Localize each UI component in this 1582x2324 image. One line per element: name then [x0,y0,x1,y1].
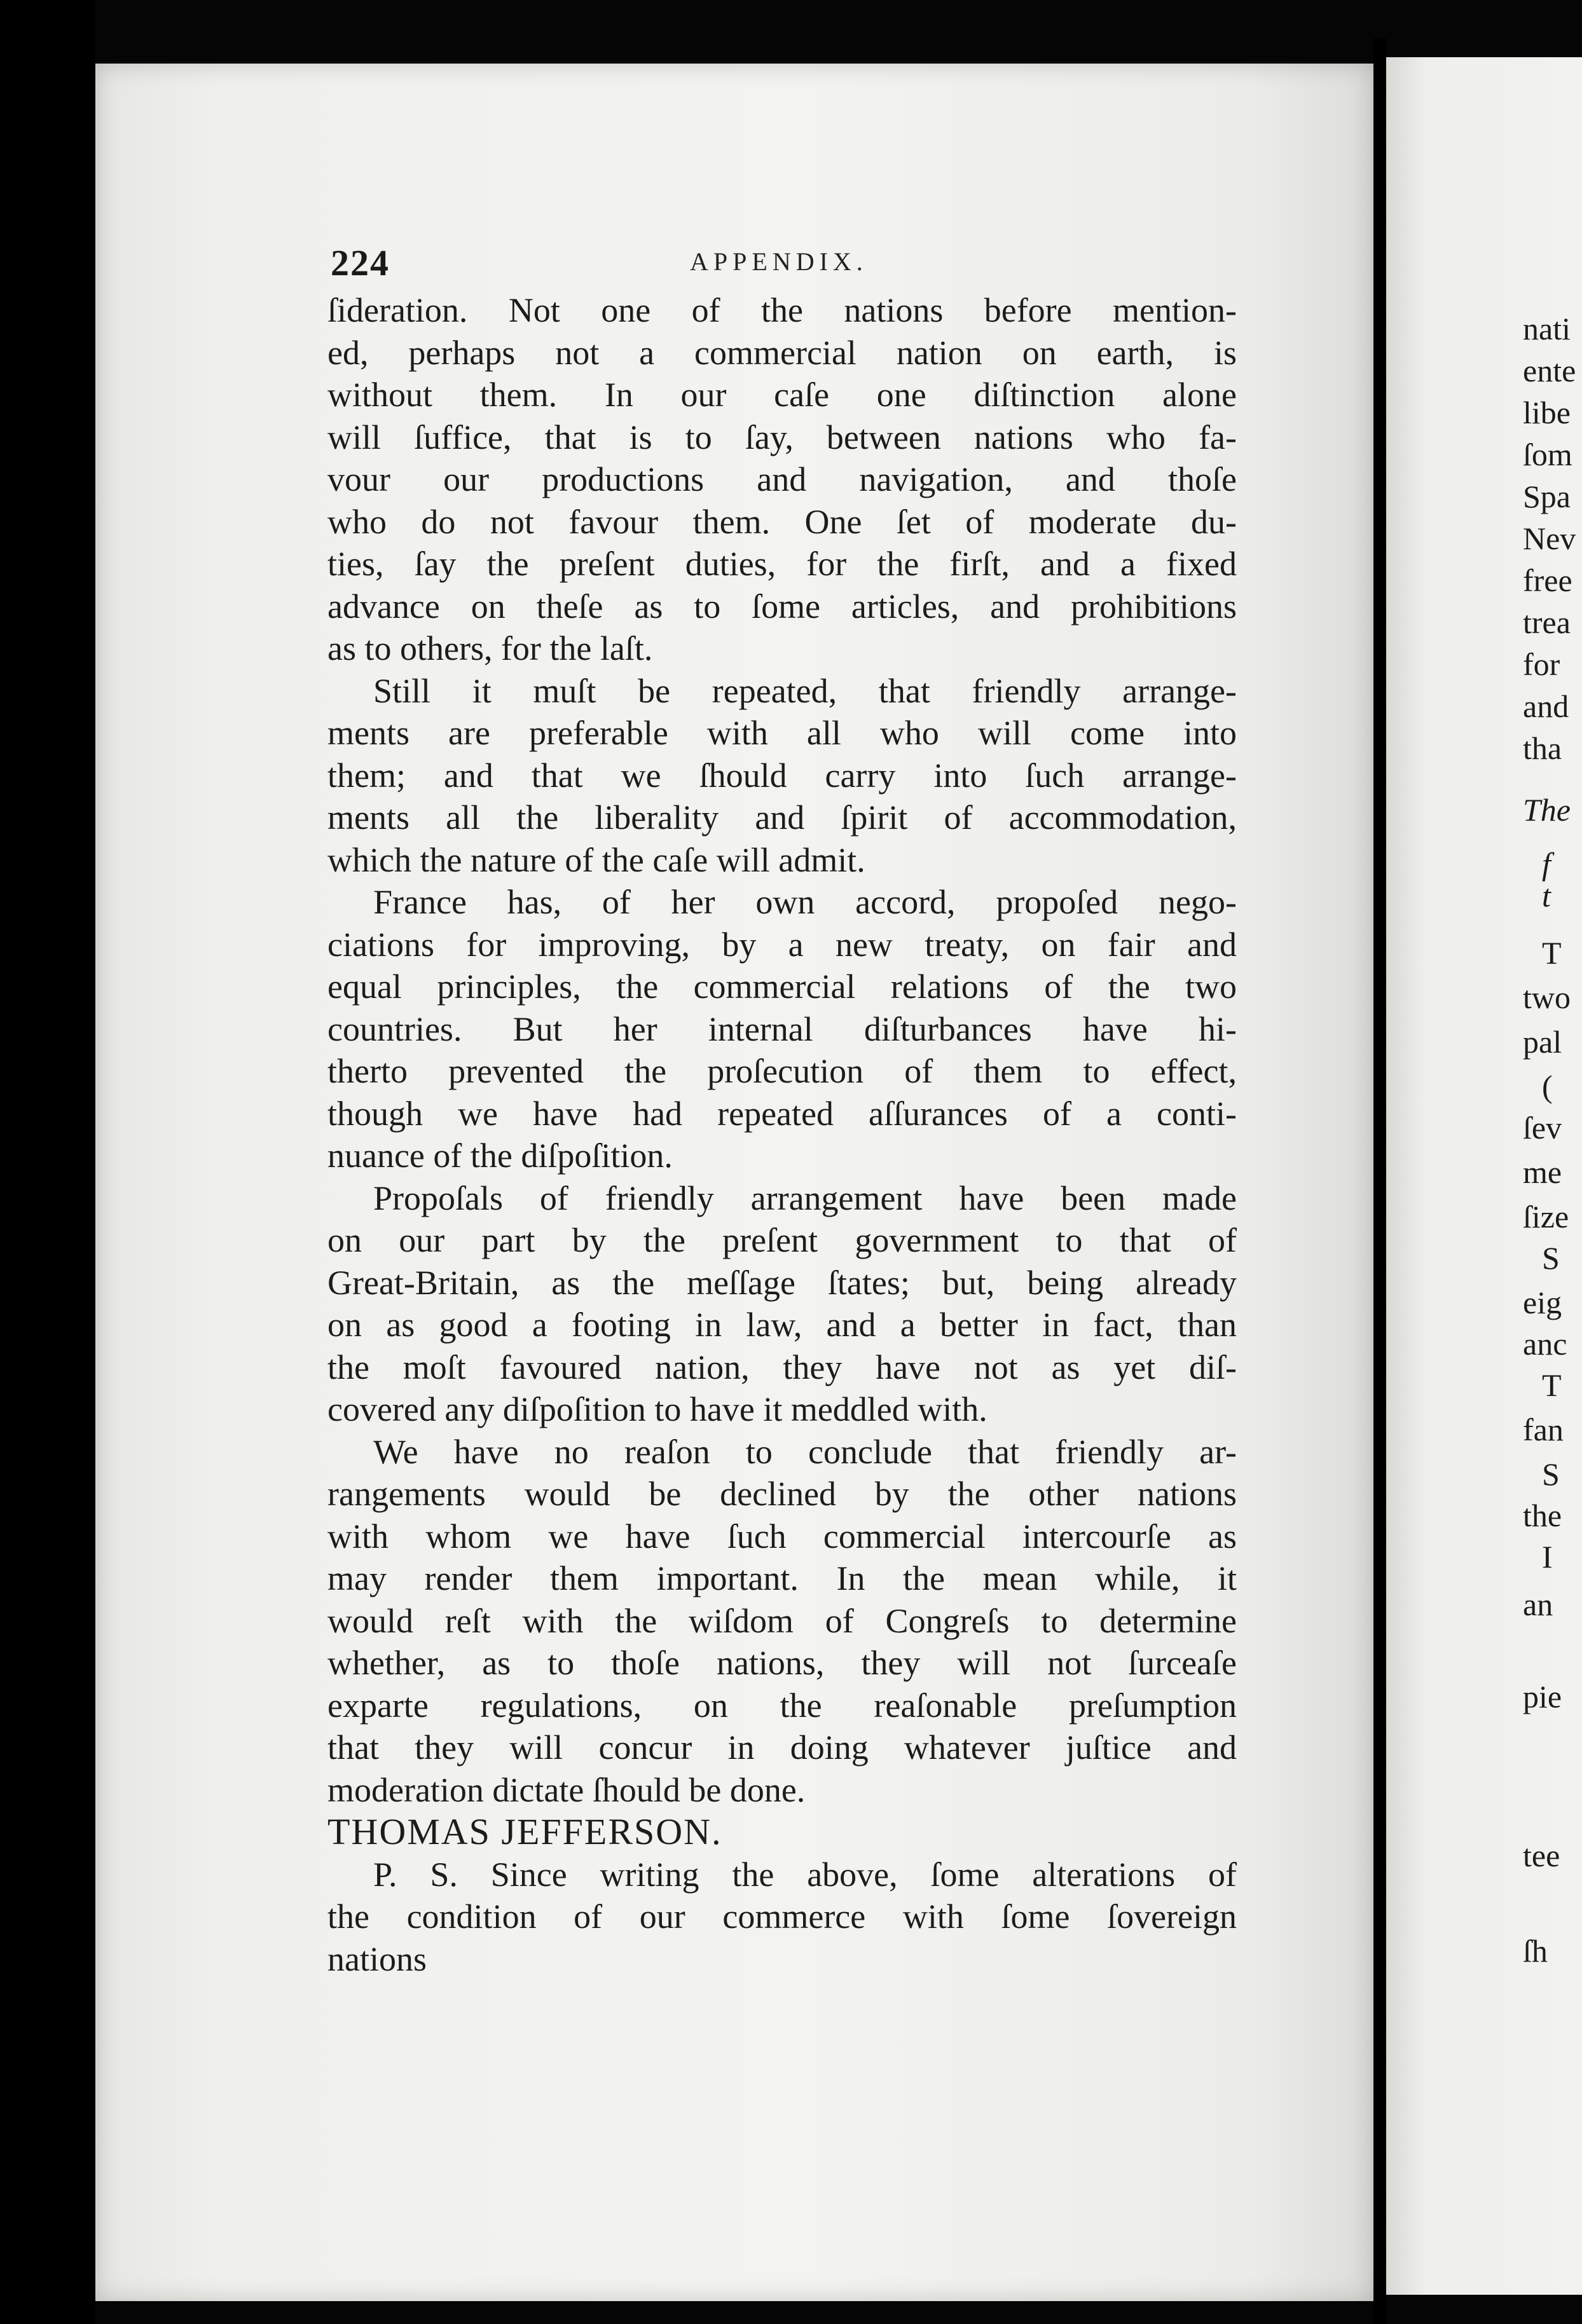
facing-fragment: T [1542,1367,1562,1403]
text-line: on our part by the preſent government to that of [327,1221,1237,1259]
text-line: will ſuffice, that is to ſay, between nations who fa- [327,418,1237,456]
text-line: the moſt favoured nation, they have not as yet diſ- [327,1348,1237,1386]
text-line: on as good a footing in law, and a better in fact, than [327,1306,1237,1344]
text-line: whether, as to thoſe nations, they will not ſurceaſe [327,1644,1237,1682]
running-head [331,242,1234,292]
text-line: Still it muſt be repeated, that friendly arrange- [373,671,1237,710]
facing-fragment: T [1542,935,1562,971]
facing-fragment: ſize [1523,1199,1569,1234]
text-line: would reſt with the wiſdom of Congreſs to determine [327,1601,1237,1640]
facing-fragment: for [1523,646,1560,682]
facing-fragment: f [1542,846,1551,882]
page-number: 224 [331,242,390,284]
facing-fragment: tee [1523,1838,1560,1873]
page-gutter [1373,38,1386,2324]
facing-fragment: me [1523,1154,1562,1190]
facing-fragment: libe [1523,395,1571,430]
text-line: rangements would be declined by the other nations [327,1475,1237,1513]
text-line: countries. But her internal diſturbances have hi- [327,1009,1237,1048]
facing-fragment: trea [1523,605,1571,640]
facing-fragment: ſh [1523,1933,1548,1969]
facing-fragment: Spa [1523,479,1571,514]
text-line: Propoſals of friendly arrangement have been made [373,1179,1237,1217]
text-line: ments are preferable with all who will come into [327,714,1237,752]
postscript-line: P. S. Since writing the above, ſome alterations of [373,1855,1237,1894]
facing-fragment: ſev [1523,1110,1562,1145]
text-line: without them. In our caſe one diſtinction alone [327,376,1237,414]
text-line: ciations for improving, by a new treaty, on fair and [327,925,1237,964]
facing-fragment: S [1542,1240,1560,1276]
running-head-title: APPENDIX. [690,247,868,276]
facing-fragment: nati [1523,311,1571,346]
text-line: advance on theſe as to ſome articles, and prohibitions [327,587,1237,625]
facing-fragment: I [1542,1539,1553,1575]
text-line: covered any diſpoſition to have it meddled with. [327,1390,987,1428]
text-line: ties, ſay the preſent duties, for the firſt, and a fixed [327,545,1237,583]
facing-fragment: ente [1523,353,1576,388]
facing-fragment: the [1523,1498,1562,1533]
facing-fragment: fan [1523,1412,1564,1447]
text-line: nuance of the diſpoſition. [327,1137,673,1175]
facing-fragment: Nev [1523,521,1576,556]
facing-fragment: and [1523,688,1569,724]
text-line: equal principles, the commercial relations of the two [327,967,1237,1006]
facing-fragment: an [1523,1587,1553,1622]
facing-fragment: anc [1523,1326,1567,1362]
facing-fragment: eig [1523,1285,1562,1320]
facing-fragment: pie [1523,1679,1562,1714]
text-line: them; and that we ſhould carry into ſuch arrange- [327,756,1237,795]
text-line: ed, perhaps not a commercial nation on earth, is [327,333,1237,372]
facing-fragment: free [1523,563,1572,598]
text-line: France has, of her own accord, propoſed nego- [373,883,1237,921]
facing-fragment: ( [1542,1069,1553,1104]
postscript-line: the condition of our commerce with ſome ſovereign [327,1897,1237,1936]
text-line: ſideration. Not one of the nations before mention- [327,291,1237,329]
text-line: exparte regulations, on the reaſonable preſumption [327,1686,1237,1725]
text-line: that they will concur in doing whatever juſtice and [327,1728,1237,1767]
catchword: nations [327,1939,427,1978]
facing-fragment: t [1542,878,1551,913]
text-line: Great-Britain, as the meſſage ſtates; but, being already [327,1263,1237,1302]
text-line: moderation dictate ſhould be done. [327,1770,806,1809]
text-line: who do not favour them. One ſet of moderate du- [327,502,1237,541]
facing-fragment: The [1523,792,1571,828]
text-line: as to others, for the laſt. [327,629,653,667]
text-line: may render them important. In the mean while, it [327,1559,1237,1597]
body-text [327,289,1237,1980]
text-line: ments all the liberality and ſpirit of accommodation, [327,798,1237,837]
facing-fragment: two [1523,980,1571,1015]
facing-fragment: pal [1523,1024,1562,1060]
text-line: We have no reaſon to conclude that friendly ar- [373,1432,1237,1471]
text-line: vour our productions and navigation, and thoſe [327,460,1237,498]
text-line: which the nature of the caſe will admit. [327,840,865,879]
facing-fragment: ſom [1523,437,1572,472]
text-line: though we have had repeated aſſurances of a conti- [327,1094,1237,1133]
text-line: therto prevented the proſecution of them to effect, [327,1052,1237,1090]
book-binding [0,0,95,2324]
facing-fragment: S [1542,1456,1560,1492]
signature: THOMAS JEFFERSON. [327,1811,722,1852]
text-line: with whom we have ſuch commercial intercourſe as [327,1517,1237,1555]
facing-fragment: tha [1523,730,1562,766]
